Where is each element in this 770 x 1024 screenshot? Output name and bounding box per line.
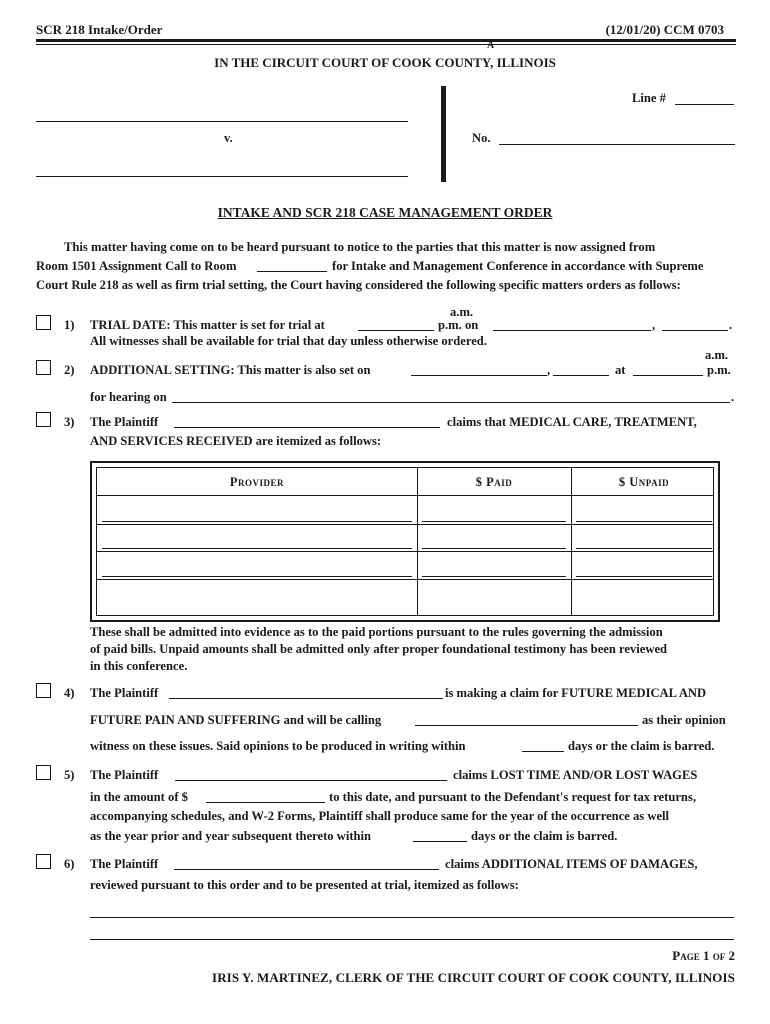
future-claim-label: is making a claim for FUTURE MEDICAL AND <box>445 686 707 700</box>
trial-year-field[interactable] <box>662 330 728 331</box>
item-number: 4) <box>64 686 75 700</box>
order-title: INTAKE AND SCR 218 CASE MANAGEMENT ORDER <box>217 205 553 220</box>
clerk-line: IRIS Y. MARTINEZ, CLERK OF THE CIRCUIT COURT OF COOK COUNTY, ILLINOIS <box>212 970 735 985</box>
setting-time-field[interactable] <box>633 375 703 376</box>
plaintiff-label: The Plaintiff <box>90 857 159 871</box>
line-number-field[interactable] <box>675 104 734 105</box>
medical-expense-table <box>90 461 720 622</box>
tax-returns-label: to this date, and pursuant to the Defendant's request for tax returns, <box>329 790 696 804</box>
case-number-field[interactable] <box>499 144 735 145</box>
admission-note-1: These shall be admitted into evidence as to the paid portions pursuant to the rules governing the admission <box>90 625 663 639</box>
admission-note-2: of paid bills. Unpaid amounts shall be admitted only after proper foundational testimony has been reviewed <box>90 642 668 656</box>
unpaid-field[interactable] <box>576 548 712 549</box>
opinion-days-field[interactable] <box>522 751 564 752</box>
additional-damages-checkbox[interactable] <box>36 854 51 869</box>
damages-item-field[interactable] <box>90 917 734 918</box>
hearing-purpose-field[interactable] <box>172 402 730 403</box>
additional-setting-label: ADDITIONAL SETTING: This matter is also set on <box>90 363 371 377</box>
caption-divider <box>441 86 446 182</box>
plaintiff-label: The Plaintiff <box>90 415 159 429</box>
item-number: 3) <box>64 415 75 429</box>
damages-plaintiff-field[interactable] <box>174 869 439 870</box>
form-revision: (12/01/20) CCM 0703 <box>605 22 724 37</box>
page-number: 1 <box>703 948 710 963</box>
trial-am-label: a.m. <box>450 305 474 319</box>
medical-claim-label: claims that MEDICAL CARE, TREATMENT, <box>447 415 697 429</box>
intro-line-2a: Room 1501 Assignment Call to Room <box>36 259 237 273</box>
form-id: SCR 218 Intake/Order <box>36 22 163 37</box>
opinion-witness-field[interactable] <box>415 725 638 726</box>
setting-pm-label: p.m. <box>707 363 731 377</box>
case-number-label: No. <box>472 131 491 145</box>
trial-pm-on-label: p.m. on <box>438 318 479 332</box>
trial-witness-note: All witnesses shall be available for trial that day unless otherwise ordered. <box>90 334 487 348</box>
period: . <box>731 390 735 404</box>
paid-field[interactable] <box>422 576 566 577</box>
w2-forms-label: accompanying schedules, and W-2 Forms, Plaintiff shall produce same for the year of the occurrence as well <box>90 809 670 823</box>
table-header-unpaid: $ Unpaid <box>618 475 670 489</box>
court-heading: IN THE CIRCUIT COURT OF COOK COUNTY, ILLINOIS <box>214 55 556 70</box>
provider-field[interactable] <box>102 521 412 522</box>
paid-field[interactable] <box>422 521 566 522</box>
versus-label: v. <box>224 131 233 145</box>
future-medical-checkbox[interactable] <box>36 683 51 698</box>
trial-date-field[interactable] <box>493 330 651 331</box>
table-header-provider: Provider <box>229 475 285 489</box>
of-word: of <box>712 948 726 963</box>
lost-wages-checkbox[interactable] <box>36 765 51 780</box>
opinion-barred-label: days or the claim is barred. <box>568 739 715 753</box>
medical-care-checkbox[interactable] <box>36 412 51 427</box>
setting-year-field[interactable] <box>553 375 609 376</box>
wages-plaintiff-field[interactable] <box>175 780 447 781</box>
page-word: Page <box>672 948 700 963</box>
damages-item-field[interactable] <box>90 939 734 940</box>
table-header-paid: $ Paid <box>475 475 513 489</box>
header-rule-thick <box>36 39 736 42</box>
intro-line-3: Court Rule 218 as well as firm trial setting, the Court having considered the following specific matters orders as follows: <box>36 278 681 292</box>
comma: , <box>652 318 656 332</box>
intro-line-1: This matter having come on to be heard pursuant to notice to the parties that this matter is now assigned from <box>64 240 656 254</box>
provider-field[interactable] <box>102 576 412 577</box>
unpaid-field[interactable] <box>576 521 712 522</box>
header-rule-thin <box>36 44 736 45</box>
comma: , <box>547 363 551 377</box>
defendant-name-field[interactable] <box>36 176 408 177</box>
tax-barred-label: days or the claim is barred. <box>471 829 618 843</box>
page-total: 2 <box>728 948 735 963</box>
admission-note-3: in this conference. <box>90 659 188 673</box>
amount-label: in the amount of $ <box>90 790 188 804</box>
setting-at-label: at <box>615 363 626 377</box>
trial-date-checkbox[interactable] <box>36 315 51 330</box>
opinion-label: as their opinion <box>642 713 726 727</box>
trial-time-field[interactable] <box>358 330 434 331</box>
hearing-on-label: for hearing on <box>90 390 167 404</box>
room-number-field[interactable] <box>257 271 327 272</box>
item-number: 6) <box>64 857 75 871</box>
item-number: 2) <box>64 363 75 377</box>
tax-years-label: as the year prior and year subsequent thereto within <box>90 829 372 843</box>
setting-date-field[interactable] <box>411 375 547 376</box>
witness-issues-label: witness on these issues. Said opinions to be produced in writing within <box>90 739 466 753</box>
unpaid-field[interactable] <box>576 576 712 577</box>
damages-itemized-label: reviewed pursuant to this order and to be presented at trial, itemized as follows: <box>90 878 519 892</box>
paid-field[interactable] <box>422 548 566 549</box>
item-number: 5) <box>64 768 75 782</box>
stray-mark: A <box>487 40 495 51</box>
additional-damages-label: claims ADDITIONAL ITEMS OF DAMAGES, <box>445 857 698 871</box>
setting-am-label: a.m. <box>705 348 729 362</box>
item-number: 1) <box>64 318 75 332</box>
plaintiff-name-field[interactable] <box>36 121 408 122</box>
future-plaintiff-field[interactable] <box>169 698 443 699</box>
intro-line-2b: for Intake and Management Conference in accordance with Supreme <box>332 259 704 273</box>
future-pain-label: FUTURE PAIN AND SUFFERING and will be calling <box>90 713 382 727</box>
line-number-label: Line # <box>632 91 666 105</box>
wages-amount-field[interactable] <box>206 802 325 803</box>
additional-setting-checkbox[interactable] <box>36 360 51 375</box>
tax-days-field[interactable] <box>413 841 467 842</box>
plaintiff-label: The Plaintiff <box>90 686 159 700</box>
lost-wages-label: claims LOST TIME AND/OR LOST WAGES <box>453 768 698 782</box>
provider-field[interactable] <box>102 548 412 549</box>
page-indicator <box>672 948 735 964</box>
medical-itemized-label: AND SERVICES RECEIVED are itemized as follows: <box>90 434 382 448</box>
period: . <box>729 318 733 332</box>
plaintiff-label: The Plaintiff <box>90 768 159 782</box>
medical-plaintiff-field[interactable] <box>174 427 440 428</box>
trial-date-label: TRIAL DATE: This matter is set for trial at <box>90 318 325 332</box>
